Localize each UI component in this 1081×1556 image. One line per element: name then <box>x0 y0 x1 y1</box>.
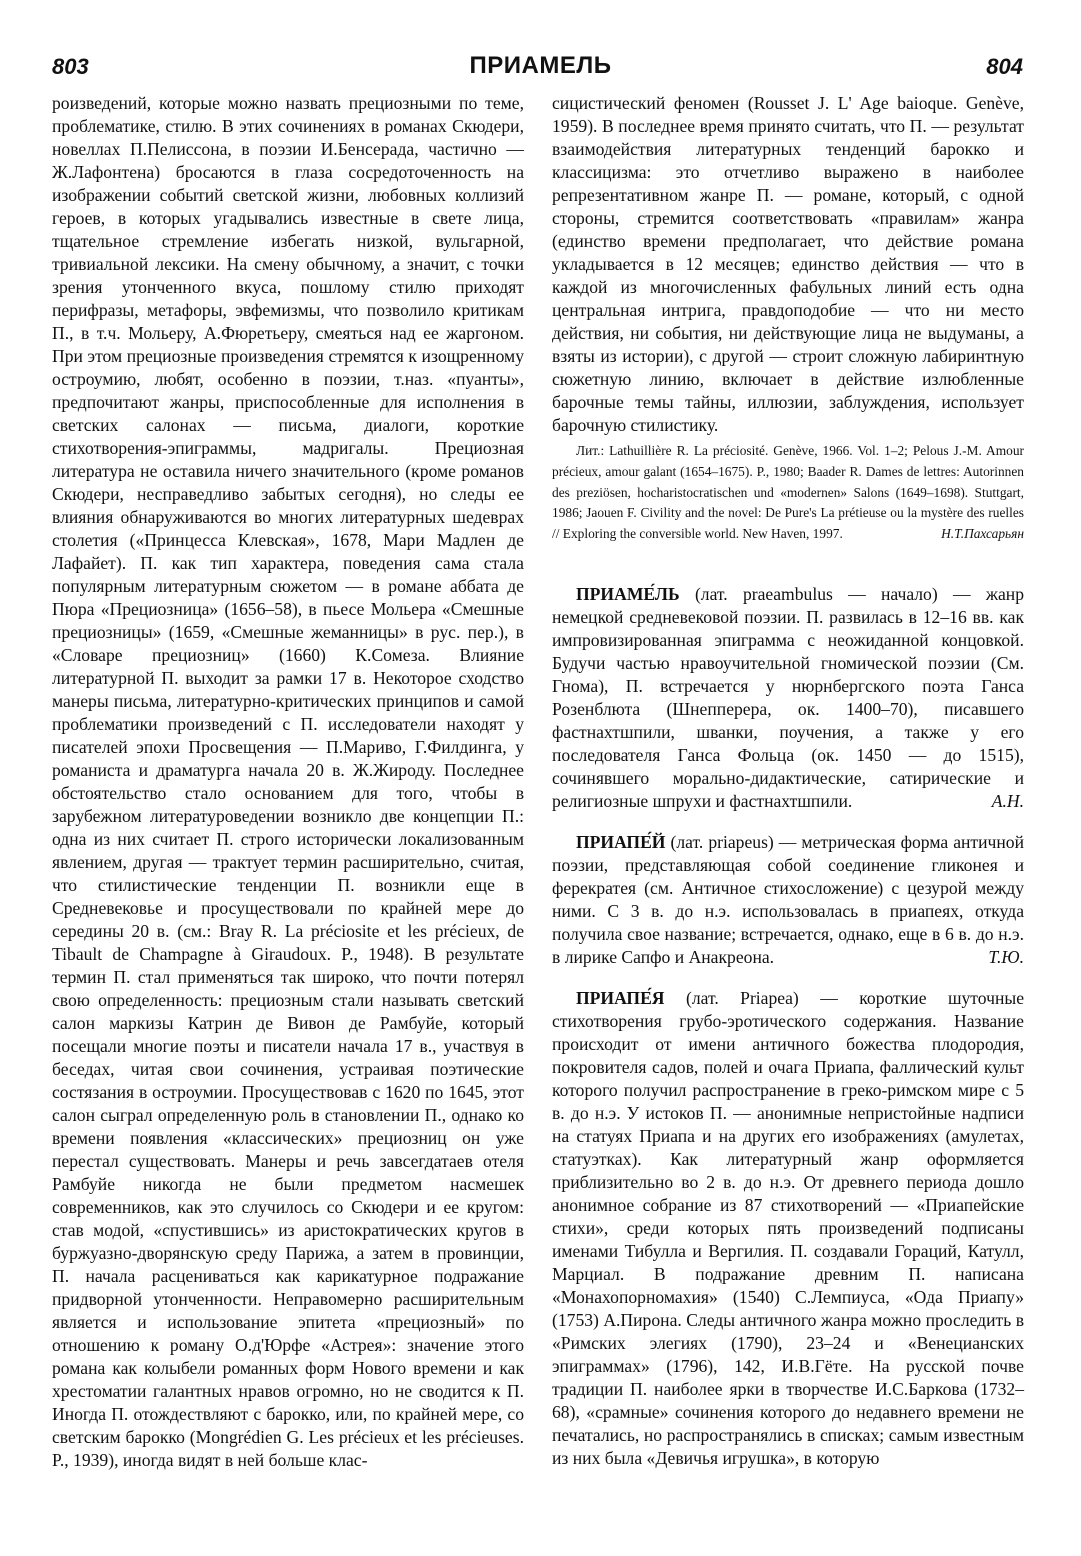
entry-priapey <box>552 831 1024 969</box>
left-page-number: 803 <box>52 54 89 79</box>
page-title: ПРИАМЕЛЬ <box>469 52 612 79</box>
literature-references <box>552 441 1024 545</box>
entry-body: (лат. priapeus) — метрическая форма античной поэзии, представляющая собой соединение гликонея и ферекратея (см. Античное стихосложение) с цезурой между ними. С 3 в. до н.э. использовалась в приапеях, откуда получила свое название; встречается, однако, еще в 6 в. до н.э. в лирике Сапфо и Анакреона. <box>552 831 1024 967</box>
literature-signature: Н.Т.Пахсарьян <box>941 526 1024 542</box>
entry-priamel <box>552 583 1024 813</box>
entry-signature: Т.Ю. <box>988 946 1024 967</box>
literature-text: Лит.: Lathuillière R. La préciosité. Genève, 1966. Vol. 1–2; Pelous J.-M. Amour précieux, amour galant (1654–1675). P., 1980; Baader R. Dames de lettres: Autorinnen des preziösen, hocharistocratischen und «modernen» Salons (1649–1698). Stuttgart, 1986; Jaouen F. Civility and the novel: De Pure's La prétieuse ou la mystère des ruelles // Exploring the conversible world. New Haven, 1997. <box>552 443 1024 542</box>
headword: ПРИАПЕ́Я <box>576 987 665 1008</box>
entry-priapeya <box>552 987 1024 1470</box>
entry-body: (лат. praeambulus — начало) — жанр немецкой средневековой поэзии. П. развилась в 12–16 вв. как импровизированная эпиграмма с неожиданной концовкой. Будучи частью нравоучительной гномической поэзии (См. Гнома), П. встречается у нюрнбергского поэта Ганса Розенблюта (Шнепперера, ок. 1400–70), писавшего фастнахтшпили, шванки, поучения, а также у его последователя Ганса Фольца (ок. 1450 — до 1515), сочинявшего морально-дидактические, сатирические и религиозные шпрухи и фастнахтшпили. <box>552 583 1024 811</box>
left-column <box>52 92 524 1472</box>
preciosity-continuation: сицистический феномен (Rousset J. L' Age baioque. Genève, 1959). В последнее время принято считать, что П. — результат взаимодействия литературных тенденций барокко и классицизма: это отчетливо выражено в наиболее репрезентативном жанре П. — романе, который, с одной стороны, стремится соответствовать «правилам» жанра (единство времени предполагает, что действие романа укладывается в 12 месяцев; единство действия — что в каждой из многочисленных фабульных линий есть одна центральная интрига, правдоподобие — что ни место действия, ни события, ни действующие лица не выдуманы, а взяты из истории), с другой — строит сложную лабиринтную сюжетную линию, включает в действие излюбленные барочные темы тайны, иллюзии, заблуждения, использует барочную стилистику. <box>552 93 1024 435</box>
right-page-number: 804 <box>986 54 1023 79</box>
right-column <box>552 92 1024 1470</box>
running-header <box>0 44 1081 84</box>
left-column-text: роизведений, которые можно назвать прециозными по теме, проблематике, стилю. В этих сочинениях в романах Скюдери, новеллах П.Пелиссона, в поэзии И.Бенсерада, частично — Ж.Лафонтена) бросаются в глаза сосредоточенность на изображении событий светской жизни, любовных коллизий героев, в которых угадывались известные в свете лица, тщательное стремление избегать низкой, вульгарной, тривиальной лексики. На смену обычному, а значит, с точки зрения утонченного вкуса, пошлому стилю приходят перифразы, метафоры, эвфемизмы, что позволило критикам П., в т.ч. Мольеру, А.Фюретьеру, смеяться над ее жаргоном. При этом прециозные произведения стремятся к изощренному остроумию, любят, особенно в поэзии, т.наз. «пуанты», предпочитают жанры, приспособленные для исполнения в светских салонах — письма, диалоги, короткие стихотворения-эпиграммы, мадригалы. Прециозная литература не оставила ничего значительного (кроме романов Скюдери, несправедливо забытых сегодня), но следы ее влияния обнаруживаются во многих литературных шедеврах столетия («Принцесса Клевская», 1678, Мари Мадлен де Лафайет). П. как тип характера, поведения сама стала популярным литературным сюжетом — в романе аббата де Пюра «Прециозница» (1656–58), в пьесе Мольера «Смешные прециозницы» (1659, «Смешные жеманницы» в рус. пер.), в «Словаре прециозниц» (1660) К.Сомеза. Влияние литературной П. выходит за рамки 17 в. Некоторое сходство манеры письма, литературно-критических принципов и самой проблематики произведений с П. исследователи находят у писателей эпохи Просвещения — П.Мариво, Г.Филдинга, у романиста и драматурга начала 20 в. Ж.Жироду. Последнее обстоятельство стало основанием для того, чтобы в зарубежном литературоведении возникло две концепции П.: одна из них считает П. строго исторически локализованным явлением, другая — трактует термин расширительно, считая, что стилистические тенденции П. возникли еще в Средневековье и просуществовали по крайней мере до середины 20 в. (см.: Bray R. La préciosite et les précieux, de Tibault de Champagne à Giraudoux. P., 1948). В результате термин П. стал применяться так широко, что почти потерял свою определенность: прециозным стали называть светский салон маркизы Катрин де Вивон де Рамбуйе, который посещали многие поэты и писатели начала 17 в., участвуя в беседах, читая свои сочинения, устраивая поэтические состязания в остроумии. Просуществовав с 1620 по 1645, этот салон сыграл определенную роль в становлении П., однако ко времени появления «классических» прециозниц он уже перестал существовать. Манеры и речь завсегдатаев отеля Рамбуйе никогда не были предметом насмешек современников, как это случилось со Скюдери и ее кругом: став модой, «спустившись» из аристократических кругов в буржуазно-дворянскую среду Парижа, а затем в провинции, П. начала расцениваться как карикатурное подражание придворной утонченности. Неправомерно расширительным является и использование эпитета «прециозный» по отношению к роману О.д'Юрфе «Астрея»: значение этого романа как колыбели романных форм Нового времени и как хрестоматии галантных нравов огромно, но не сводится к П. Иногда П. отождествляют с барокко, или, по крайней мере, со светским барокко (Mongrédien G. Les précieux et les précieuses. P., 1939), иногда видят в ней больше клас- <box>52 93 524 1470</box>
entry-body: (лат. Priapea) — короткие шуточные стихотворения грубо-эротического содержания. Название происходит от имени античного божества плодородия, покровителя садов, полей и очага Приапа, фаллический культ которого получил распространение в греко-римском мире с 5 в. до н.э. У истоков П. — анонимные непристойные надписи на статуях Приапа и на других его изображениях (амулетах, статуэтках). Как литературный жанр оформляется приблизительно во 2 в. до н.э. От древнего периода дошло анонимное собрание из 87 стихотворений — «Приапейские стихи», среди которых пять произведений подписаны именами Тибулла и Вергилия. П. создавали Гораций, Катулл, Марциал. В подражание древним П. написана «Монахопорномахия» (1540) С.Лемпиуса, «Ода Приапу» (1753) А.Пирона. Следы античного жанра можно проследить в «Римских элегиях (1790), 23–24 и «Венецианских эпиграммах» (1796), 142, И.В.Гёте. На русской почве традиции П. наиболее ярки в творчестве И.С.Баркова (1732–68), «срамные» сочинения которого до недавнего времени не печатались, но распространялись в списках; самым известным из них была «Девичья игрушка», в которую <box>552 987 1024 1468</box>
headword: ПРИАПЕ́Й <box>576 831 666 852</box>
headword: ПРИАМЕ́ЛЬ <box>576 583 680 604</box>
entry-signature: А.Н. <box>991 790 1024 811</box>
